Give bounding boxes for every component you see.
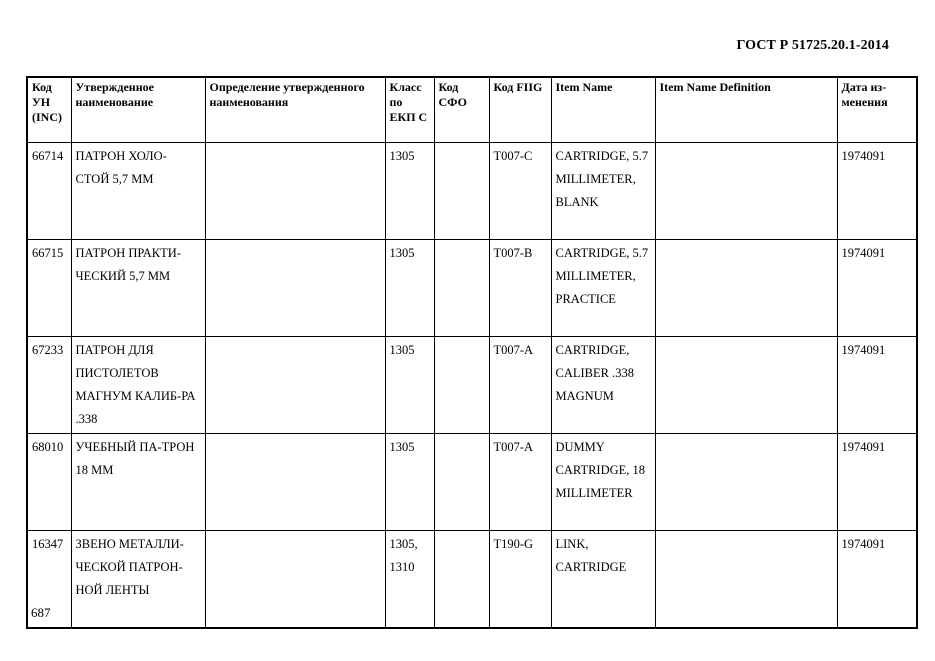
cell-item-name-definition [655,143,837,240]
page-number: 687 [31,605,51,620]
cell-approved-name: ПАТРОН ХОЛО-СТОЙ 5,7 ММ [71,143,205,240]
col-header-class: Класс по ЕКП С [385,77,434,143]
cell-fiig: T007-C [489,143,551,240]
cell-change-date: 1974091 [837,337,917,434]
cell-sfo [434,240,489,337]
cell-fiig: T007-A [489,337,551,434]
cell-approved-name: ПАТРОН ДЛЯ ПИСТОЛЕТОВ МАГНУМ КАЛИБ-РА .338 [71,337,205,434]
cell-item-name: CARTRIDGE, 5.7 MILLIMETER, PRACTICE [551,240,655,337]
cell-code: 66714 [27,143,71,240]
table-row [27,143,917,240]
cell-sfo [434,434,489,531]
cell-fiig: T190-G [489,531,551,629]
col-header-name-definition: Определение утвержденного наименования [205,77,385,143]
cell-item-name: CARTRIDGE, 5.7 MILLIMETER, BLANK [551,143,655,240]
cell-class: 1305 [385,434,434,531]
col-header-item-name-definition: Item Name Definition [655,77,837,143]
cell-name-definition [205,531,385,629]
document-id: ГОСТ Р 51725.20.1-2014 [736,38,889,53]
table-row [27,337,917,434]
cell-item-name: CARTRIDGE, CALIBER .338 MAGNUM [551,337,655,434]
cell-class: 1305 [385,240,434,337]
table-row [27,531,917,629]
col-header-fiig: Код FIIG [489,77,551,143]
cell-item-name: LINK, CARTRIDGE [551,531,655,629]
cell-class: 1305 [385,337,434,434]
cell-fiig: T007-B [489,240,551,337]
cell-name-definition [205,143,385,240]
cell-item-name-definition [655,434,837,531]
col-header-code: Код УН (INC) [27,77,71,143]
cell-sfo [434,531,489,629]
cell-name-definition [205,434,385,531]
cell-item-name: DUMMY CARTRIDGE, 18 MILLIMETER [551,434,655,531]
cell-code: 68010 [27,434,71,531]
cell-name-definition [205,240,385,337]
cell-approved-name: ПАТРОН ПРАКТИ-ЧЕСКИЙ 5,7 ММ [71,240,205,337]
table-row [27,240,917,337]
nomenclature-table [26,76,918,629]
cell-class: 1305 [385,143,434,240]
cell-change-date: 1974091 [837,240,917,337]
col-header-approved-name: Утвержденное наименование [71,77,205,143]
cell-approved-name: УЧЕБНЫЙ ПА-ТРОН 18 ММ [71,434,205,531]
cell-approved-name: ЗВЕНО МЕТАЛЛИ-ЧЕСКОЙ ПАТРОН-НОЙ ЛЕНТЫ [71,531,205,629]
header-row [27,77,917,143]
col-header-change-date: Дата из- менения [837,77,917,143]
cell-fiig: T007-A [489,434,551,531]
cell-code: 67233 [27,337,71,434]
col-header-item-name: Item Name [551,77,655,143]
cell-sfo [434,337,489,434]
cell-name-definition [205,337,385,434]
cell-item-name-definition [655,240,837,337]
cell-code: 66715 [27,240,71,337]
cell-item-name-definition [655,337,837,434]
cell-change-date: 1974091 [837,531,917,629]
cell-code: 16347 [27,531,71,629]
col-header-sfo: Код СФО [434,77,489,143]
cell-change-date: 1974091 [837,434,917,531]
cell-change-date: 1974091 [837,143,917,240]
cell-item-name-definition [655,531,837,629]
cell-sfo [434,143,489,240]
cell-class: 1305, 1310 [385,531,434,629]
table-row [27,434,917,531]
